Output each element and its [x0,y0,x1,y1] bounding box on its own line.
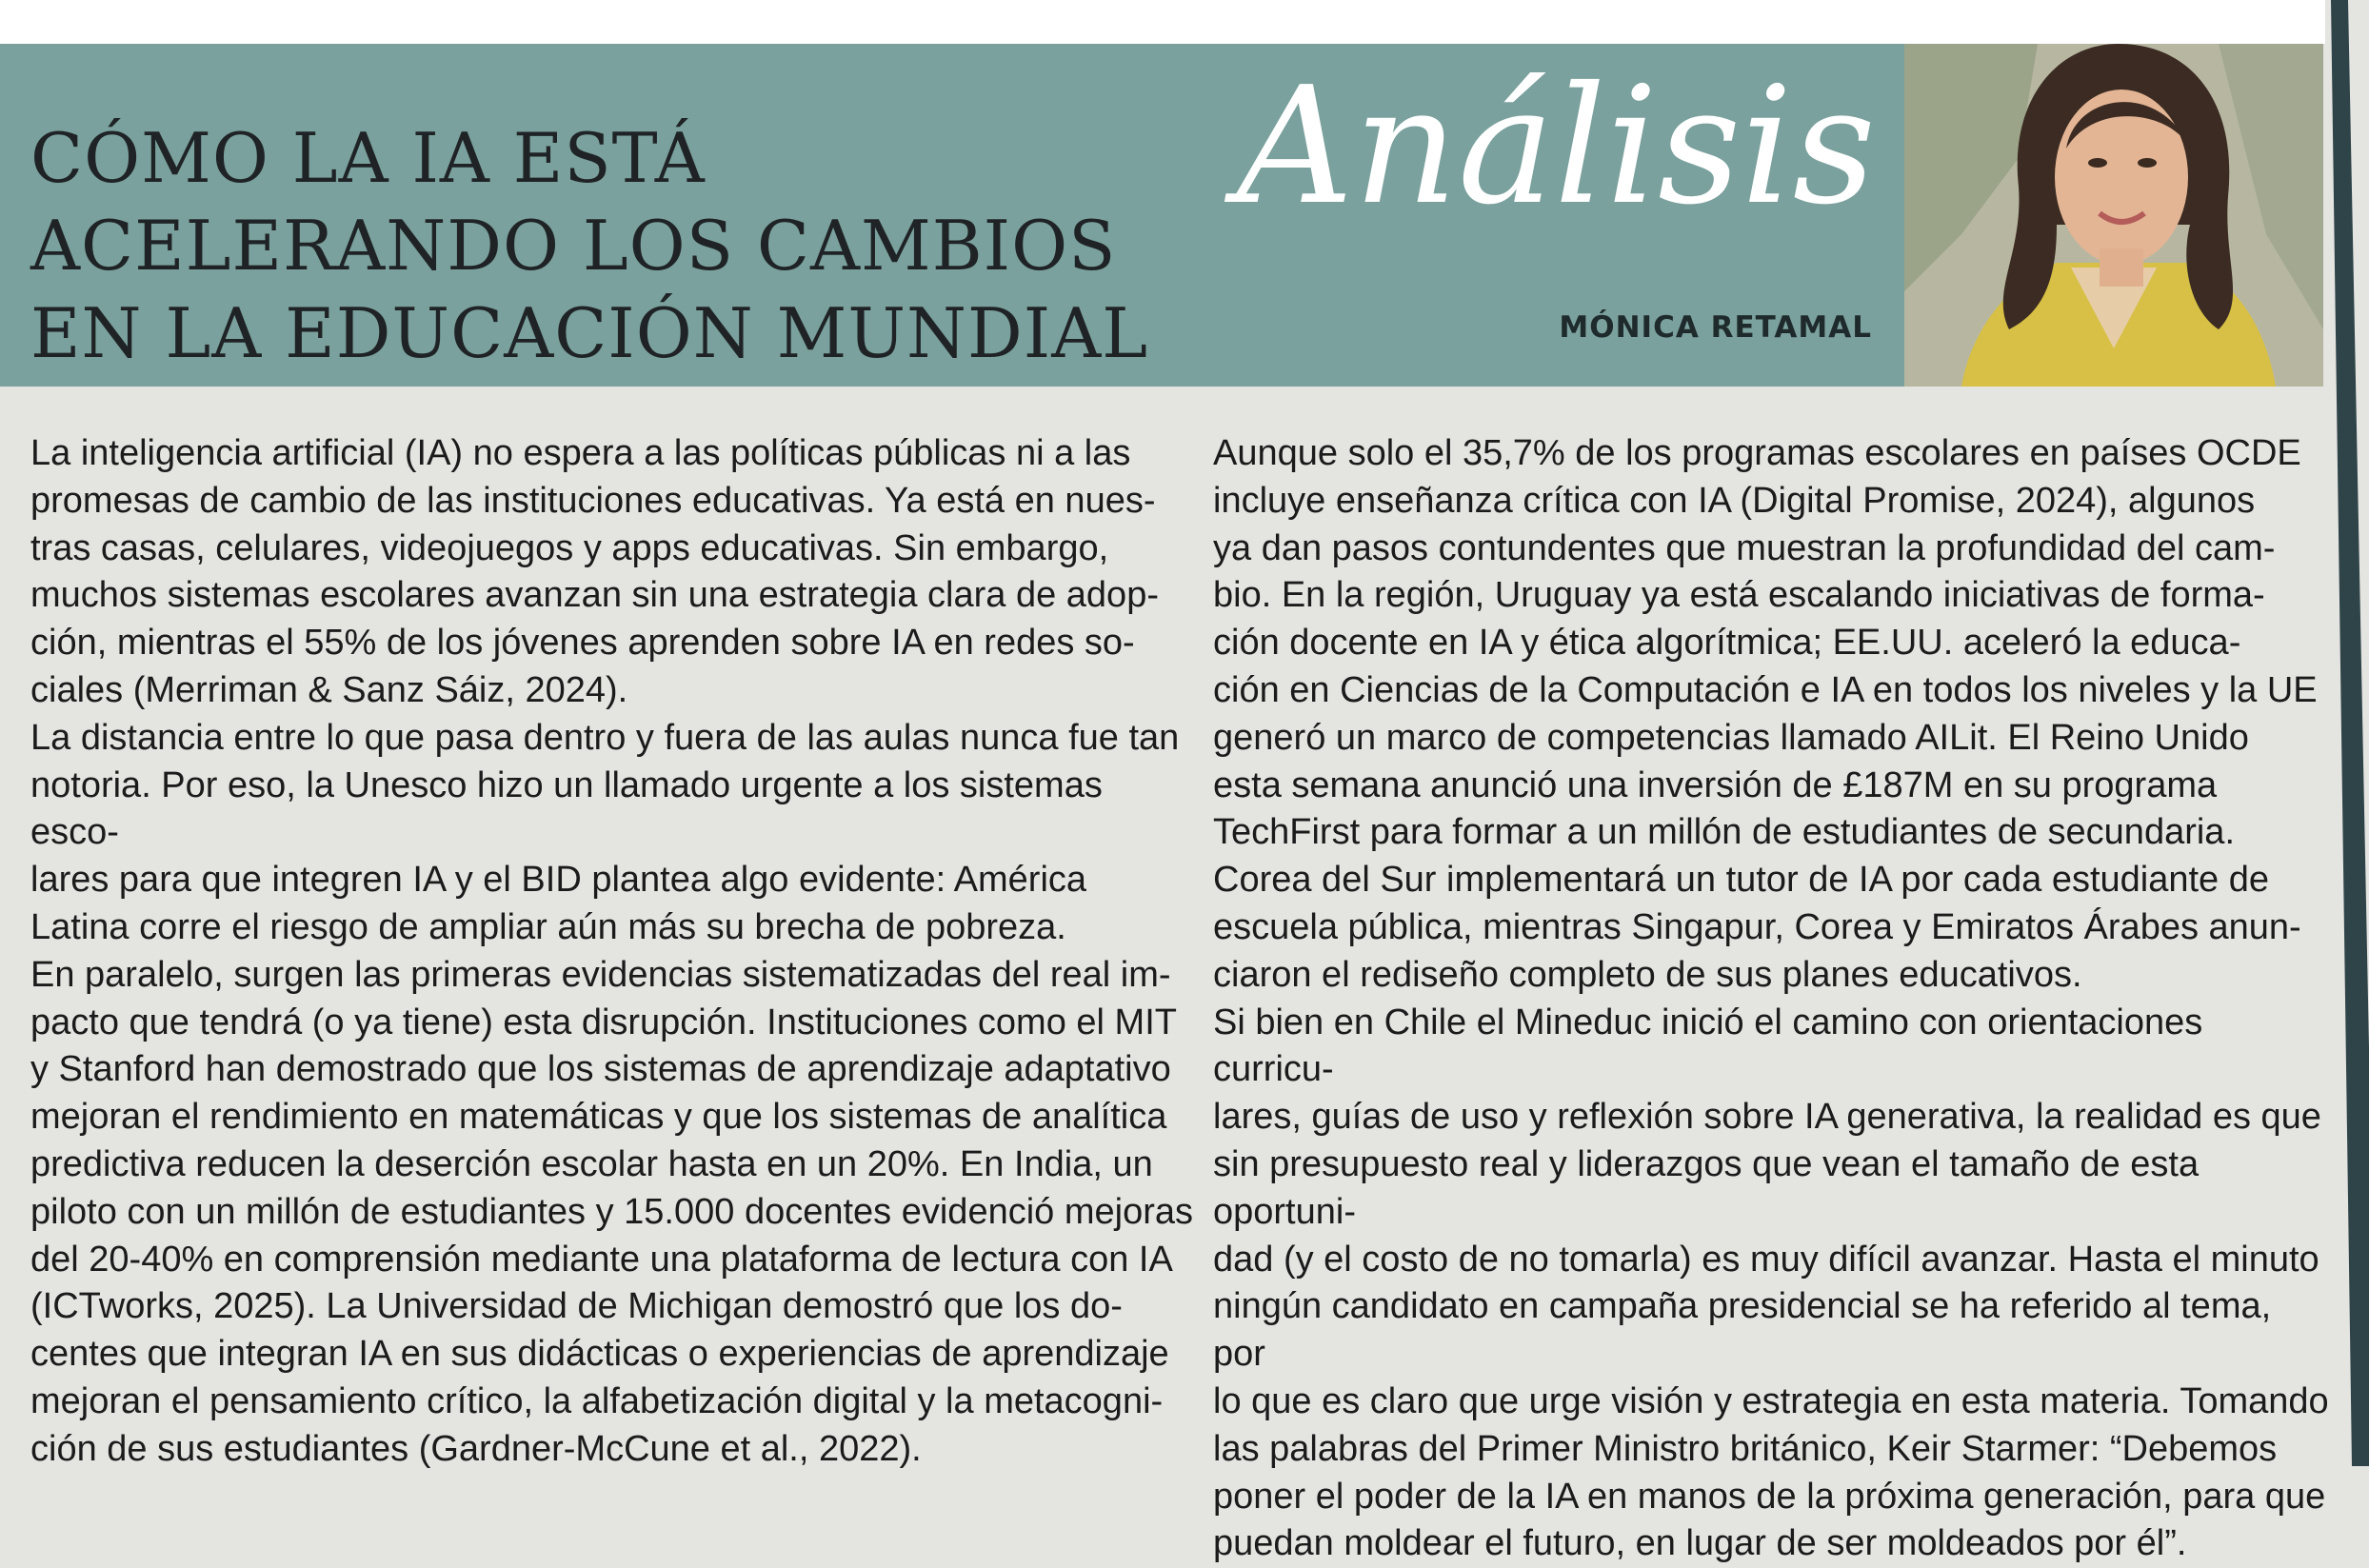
text-line: escuela pública, mientras Singapur, Corea y Emiratos Árabes anun- [1213,906,2301,947]
text-line: lares, guías de uso y reflexión sobre IA generativa, la realidad es que [1213,1097,2321,1138]
text-line: muchos sistemas escolares avanzan sin una estrategia clara de adop- [30,575,1159,616]
text-line: ciales (Merriman & Sanz Sáiz, 2024). [30,669,628,710]
text-line: ción en Ciencias de la Computación e IA en todos los niveles y la UE [1213,669,2318,710]
section-label: Análisis [1236,52,1876,241]
text-line: La inteligencia artificial (IA) no espera a las políticas públicas ni a las [30,433,1131,473]
text-line: Corea del Sur implementará un tutor de IA por cada estudiante de [1213,860,2270,901]
text-line: mejoran el pensamiento crítico, la alfabetización digital y la metacogni- [30,1380,1164,1421]
text-line: lares para que integren IA y el BID plantea algo evidente: América [30,860,1087,901]
text-line: lo que es claro que urge visión y estrategia en esta materia. Tomando [1213,1380,2329,1421]
text-line: esta semana anunció una inversión de £187M en su programa [1213,764,2218,805]
paragraph [30,715,1200,952]
body-column-left [30,430,1200,1474]
paragraph [1213,1000,2333,1568]
text-line: sin presupuesto real y liderazgos que vean el tamaño de esta oportuni- [1213,1143,2200,1232]
text-line: ción de sus estudiantes (Gardner-McCune et al., 2022). [30,1428,922,1469]
text-line: mejoran el rendimiento en matemáticas y que los sistemas de analítica [30,1097,1167,1138]
author-photo [1904,44,2323,387]
text-line: bio. En la región, Uruguay ya está escalando iniciativas de forma- [1213,575,2265,616]
text-line: La distancia entre lo que pasa dentro y fuera de las aulas nunca fue tan [30,717,1180,758]
headline [30,114,1268,377]
text-line: Latina corre el riesgo de ampliar aún más su brecha de pobreza. [30,906,1066,947]
paragraph [1213,430,2333,1000]
text-line: ningún candidato en campaña presidencial se ha referido al tema, por [1213,1286,2272,1375]
text-line: Aunque solo el 35,7% de los programas escolares en países OCDE [1213,433,2301,473]
text-line: ya dan pasos contundentes que muestran la profundidad del cam- [1213,527,2276,568]
text-line: TechFirst para formar a un millón de estudiantes de secundaria. [1213,812,2235,853]
paragraph [30,430,1200,715]
text-line: ciaron el rediseño completo de sus planes educativos. [1213,954,2082,995]
text-line: dad (y el costo de no tomarla) es muy difícil avanzar. Hasta el minuto [1213,1239,2319,1280]
text-line: pacto que tendrá (o ya tiene) esta disrupción. Instituciones como el MIT [30,1002,1177,1042]
text-line: del 20-40% en comprensión mediante una plataforma de lectura con IA [30,1239,1173,1280]
text-line: puedan moldear el futuro, en lugar de ser moldeados por él”. [1213,1523,2187,1564]
text-line: incluye enseñanza crítica con IA (Digital Promise, 2024), algunos [1213,480,2256,521]
text-line: En paralelo, surgen las primeras evidencias sistematizadas del real im- [30,954,1171,995]
article-header [0,44,1904,387]
text-line: promesas de cambio de las instituciones educativas. Ya está en nues- [30,480,1156,521]
text-line: centes que integran IA en sus didácticas o experiencias de aprendizaje [30,1334,1169,1375]
text-line: las palabras del Primer Ministro británico, Keir Starmer: “Debemos [1213,1428,2278,1469]
paragraph [30,952,1200,1474]
headline-line: EN LA EDUCACIÓN MUNDIAL [30,293,1149,373]
headline-line: ACELERANDO LOS CAMBIOS [30,206,1117,286]
body-column-right [1213,430,2333,1568]
text-line: ción, mientras el 55% de los jóvenes aprenden sobre IA en redes so- [30,623,1135,664]
text-line: tras casas, celulares, videojuegos y apps educativas. Sin embargo, [30,527,1109,568]
text-line: predictiva reducen la deserción escolar hasta en un 20%. En India, un [30,1143,1153,1184]
author-byline: MÓNICA RETAMAL [1559,310,1872,345]
text-line: ción docente en IA y ética algorítmica; EE.UU. aceleró la educa- [1213,623,2241,664]
text-line: poner el poder de la IA en manos de la próxima generación, para que [1213,1476,2326,1517]
text-line: (ICTworks, 2025). La Universidad de Michigan demostró que los do- [30,1286,1123,1327]
headline-line: CÓMO LA IA ESTÁ [30,118,706,198]
text-line: notoria. Por eso, la Unesco hizo un llamado urgente a los sistemas esco- [30,764,1103,853]
text-line: y Stanford han demostrado que los sistemas de aprendizaje adaptativo [30,1049,1171,1090]
text-line: generó un marco de competencias llamado AILit. El Reino Unido [1213,717,2249,758]
text-line: piloto con un millón de estudiantes y 15.000 docentes evidenció mejoras [30,1191,1193,1232]
top-margin [0,0,2369,44]
text-line: Si bien en Chile el Mineduc inició el camino con orientaciones curricu- [1213,1002,2203,1090]
